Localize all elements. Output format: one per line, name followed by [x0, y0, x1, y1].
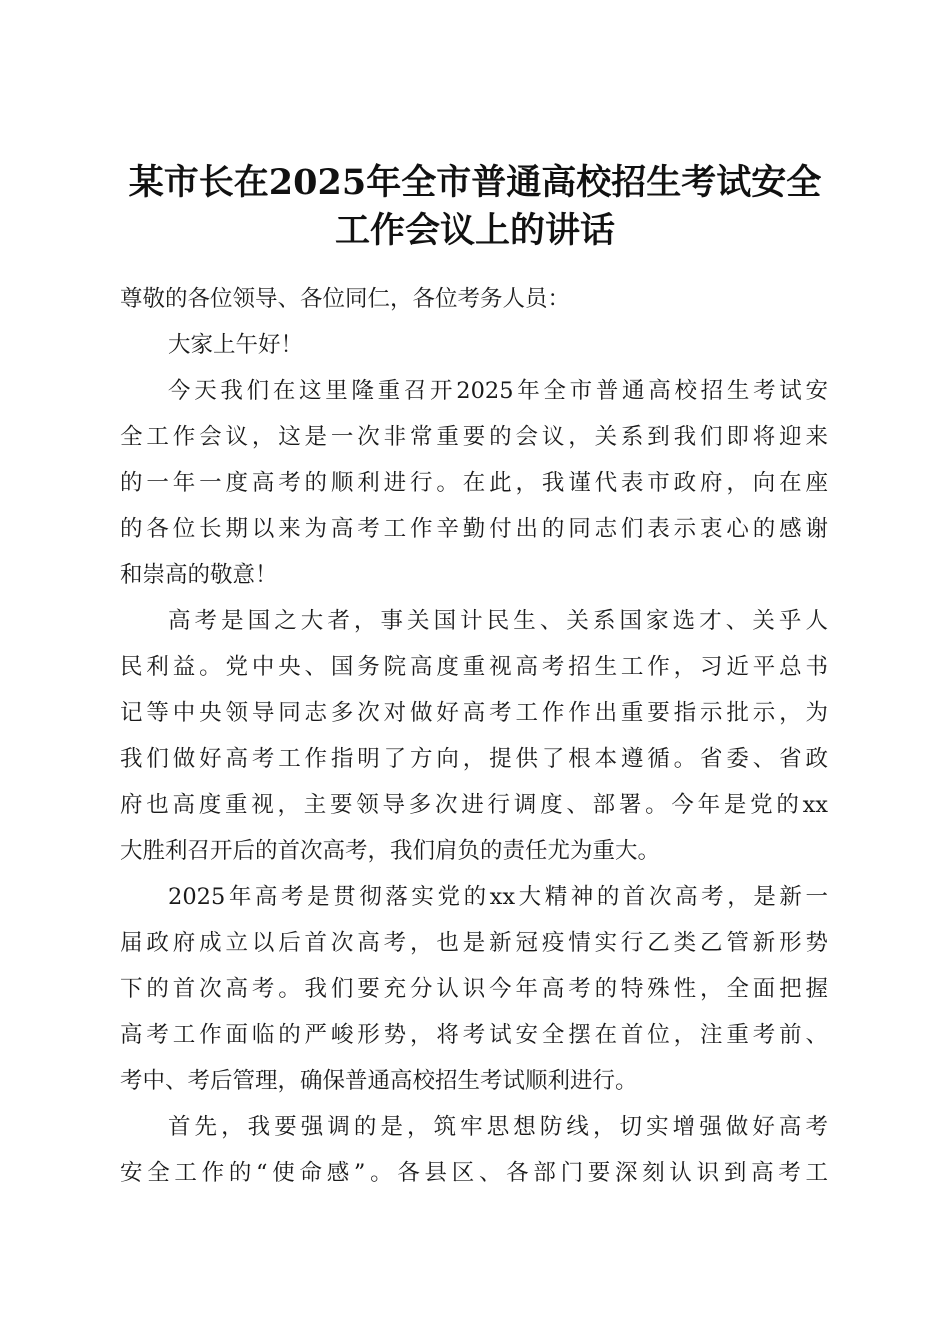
paragraph-line: 考中、考后管理，确保普通高校招生考试顺利进行。 [120, 1068, 638, 1094]
paragraph-line: 大家上午好！ [168, 332, 304, 358]
paragraph [120, 598, 828, 874]
paragraph [120, 322, 828, 368]
paragraph-line: 下的首次高考。我们要充分认识今年高考的特殊性，全面把握 [120, 976, 828, 1002]
paragraph-line: 全工作会议，这是一次非常重要的会议，关系到我们即将迎来 [120, 424, 828, 450]
paragraph-line: 大胜利召开后的首次高考，我们肩负的责任尤为重大。 [120, 838, 661, 864]
paragraph-line: 届政府成立以后首次高考，也是新冠疫情实行乙类乙管新形势 [120, 930, 828, 956]
title-line: 某市长在2025年全市普通高校招生考试安全 [128, 162, 822, 204]
document-body [120, 276, 828, 1196]
paragraph-line: 高考工作面临的严峻形势，将考试安全摆在首位，注重考前、 [120, 1022, 828, 1048]
paragraph-line: 今天我们在这里隆重召开2025年全市普通高校招生考试安 [168, 378, 828, 404]
document-title [110, 159, 840, 255]
paragraph [120, 874, 828, 1104]
paragraph-line: 安全工作的“使命感”。各县区、各部门要深刻认识到高考工 [120, 1160, 828, 1186]
paragraph-line: 民利益。党中央、国务院高度重视高考招生工作，习近平总书 [120, 654, 828, 680]
paragraph-line: 记等中央领导同志多次对做好高考工作作出重要指示批示，为 [120, 700, 828, 726]
paragraph-line: 和崇高的敬意！ [120, 562, 278, 588]
paragraph-line: 的各位长期以来为高考工作辛勤付出的同志们表示衷心的感谢 [120, 516, 828, 542]
paragraph-line: 的一年一度高考的顺利进行。在此，我谨代表市政府，向在座 [120, 470, 828, 496]
paragraph [120, 1104, 828, 1196]
paragraph-line: 2025年高考是贯彻落实党的xx大精神的首次高考，是新一 [168, 884, 828, 910]
paragraph-line: 我们做好高考工作指明了方向，提供了根本遵循。省委、省政 [120, 746, 828, 772]
paragraph-line: 府也高度重视，主要领导多次进行调度、部署。今年是党的xx [120, 792, 828, 818]
paragraph [120, 276, 828, 322]
paragraph-line: 尊敬的各位领导、各位同仁，各位考务人员： [120, 286, 571, 312]
paragraph-line: 首先，我要强调的是，筑牢思想防线，切实增强做好高考 [168, 1114, 828, 1140]
paragraph [120, 368, 828, 598]
paragraph-line: 高考是国之大者，事关国计民生、关系国家选才、关乎人 [168, 608, 828, 634]
title-line: 工作会议上的讲话 [334, 210, 615, 252]
